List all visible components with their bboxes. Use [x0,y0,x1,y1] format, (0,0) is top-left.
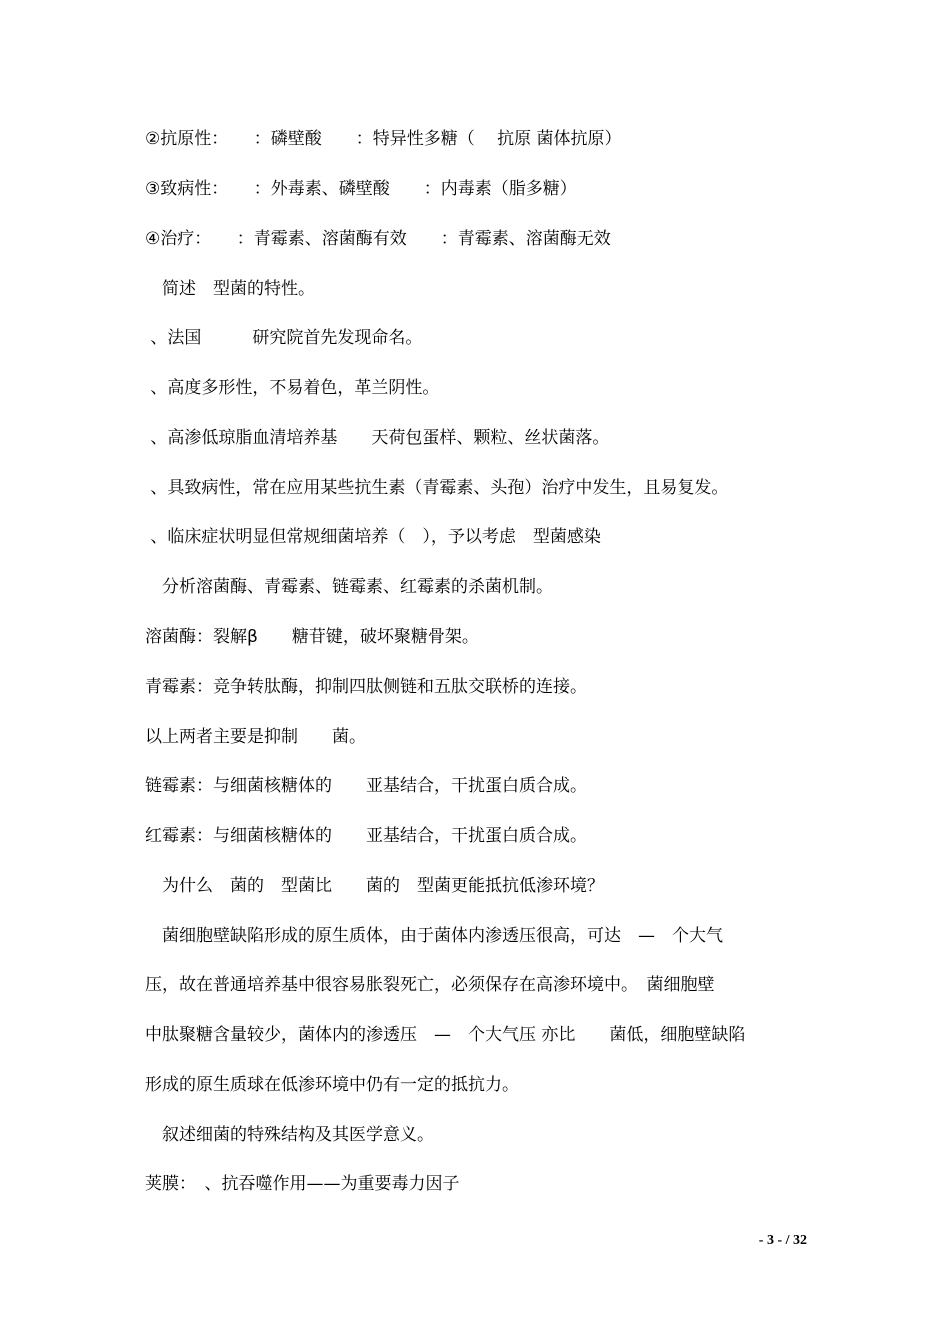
text-line: 溶菌酶：裂解β 糖苷键，破坏聚糖骨架。 [145,627,479,647]
text-line: 红霉素：与细菌核糖体的 亚基结合，干扰蛋白质合成。 [145,826,587,846]
text-line: 、法国 研究院首先发现命名。 [145,328,423,348]
text-line: 、高度多形性，不易着色，革兰阴性。 [145,378,440,398]
text-line: ③致病性： ：外毒素、磷壁酸 ：内毒素（脂多糖） [145,179,577,199]
text-line: 压，故在普通培养基中很容易胀裂死亡，必须保存在高渗环境中。 菌细胞壁 [145,975,715,995]
text-line: 链霉素：与细菌核糖体的 亚基结合，干扰蛋白质合成。 [145,776,587,796]
text-line: 荚膜： 、抗吞噬作用——为重要毒力因子 [145,1174,460,1194]
text-line: 、具致病性，常在应用某些抗生素（青霉素、头孢）治疗中发生，且易复发。 [145,478,729,498]
text-line: 为什么 菌的 型菌比 菌的 型菌更能抵抗低渗环境？ [145,876,604,896]
text-line: 叙述细菌的特殊结构及其医学意义。 [145,1125,434,1145]
text-line: ④治疗： ：青霉素、溶菌酶有效 ：青霉素、溶菌酶无效 [145,229,611,249]
text-line: 、临床症状明显但常规细菌培养（ ），予以考虑 型菌感染 [145,527,601,547]
text-line: 青霉素：竞争转肽酶，抑制四肽侧链和五肽交联桥的连接。 [145,677,587,697]
text-line: 分析溶菌酶、青霉素、链霉素、红霉素的杀菌机制。 [145,577,553,597]
text-line: 以上两者主要是抑制 菌。 [145,727,366,747]
text-line: 简述 型菌的特性。 [145,279,315,299]
text-line: 形成的原生质球在低渗环境中仍有一定的抵抗力。 [145,1075,519,1095]
page-number: - 3 - / 32 [758,1233,807,1248]
text-line: 菌细胞壁缺陷形成的原生质体，由于菌体内渗透压很高，可达 — 个大气 [145,926,723,946]
text-line: ②抗原性： ：磷壁酸 ：特异性多糖（ 抗原 菌体抗原） [145,129,622,149]
text-line: 、高渗低琼脂血清培养基 天荷包蛋样、颗粒、丝状菌落。 [145,428,610,448]
text-line: 中肽聚糖含量较少，菌体内的渗透压 — 个大气压 亦比 菌低，细胞壁缺陷 [145,1025,746,1045]
